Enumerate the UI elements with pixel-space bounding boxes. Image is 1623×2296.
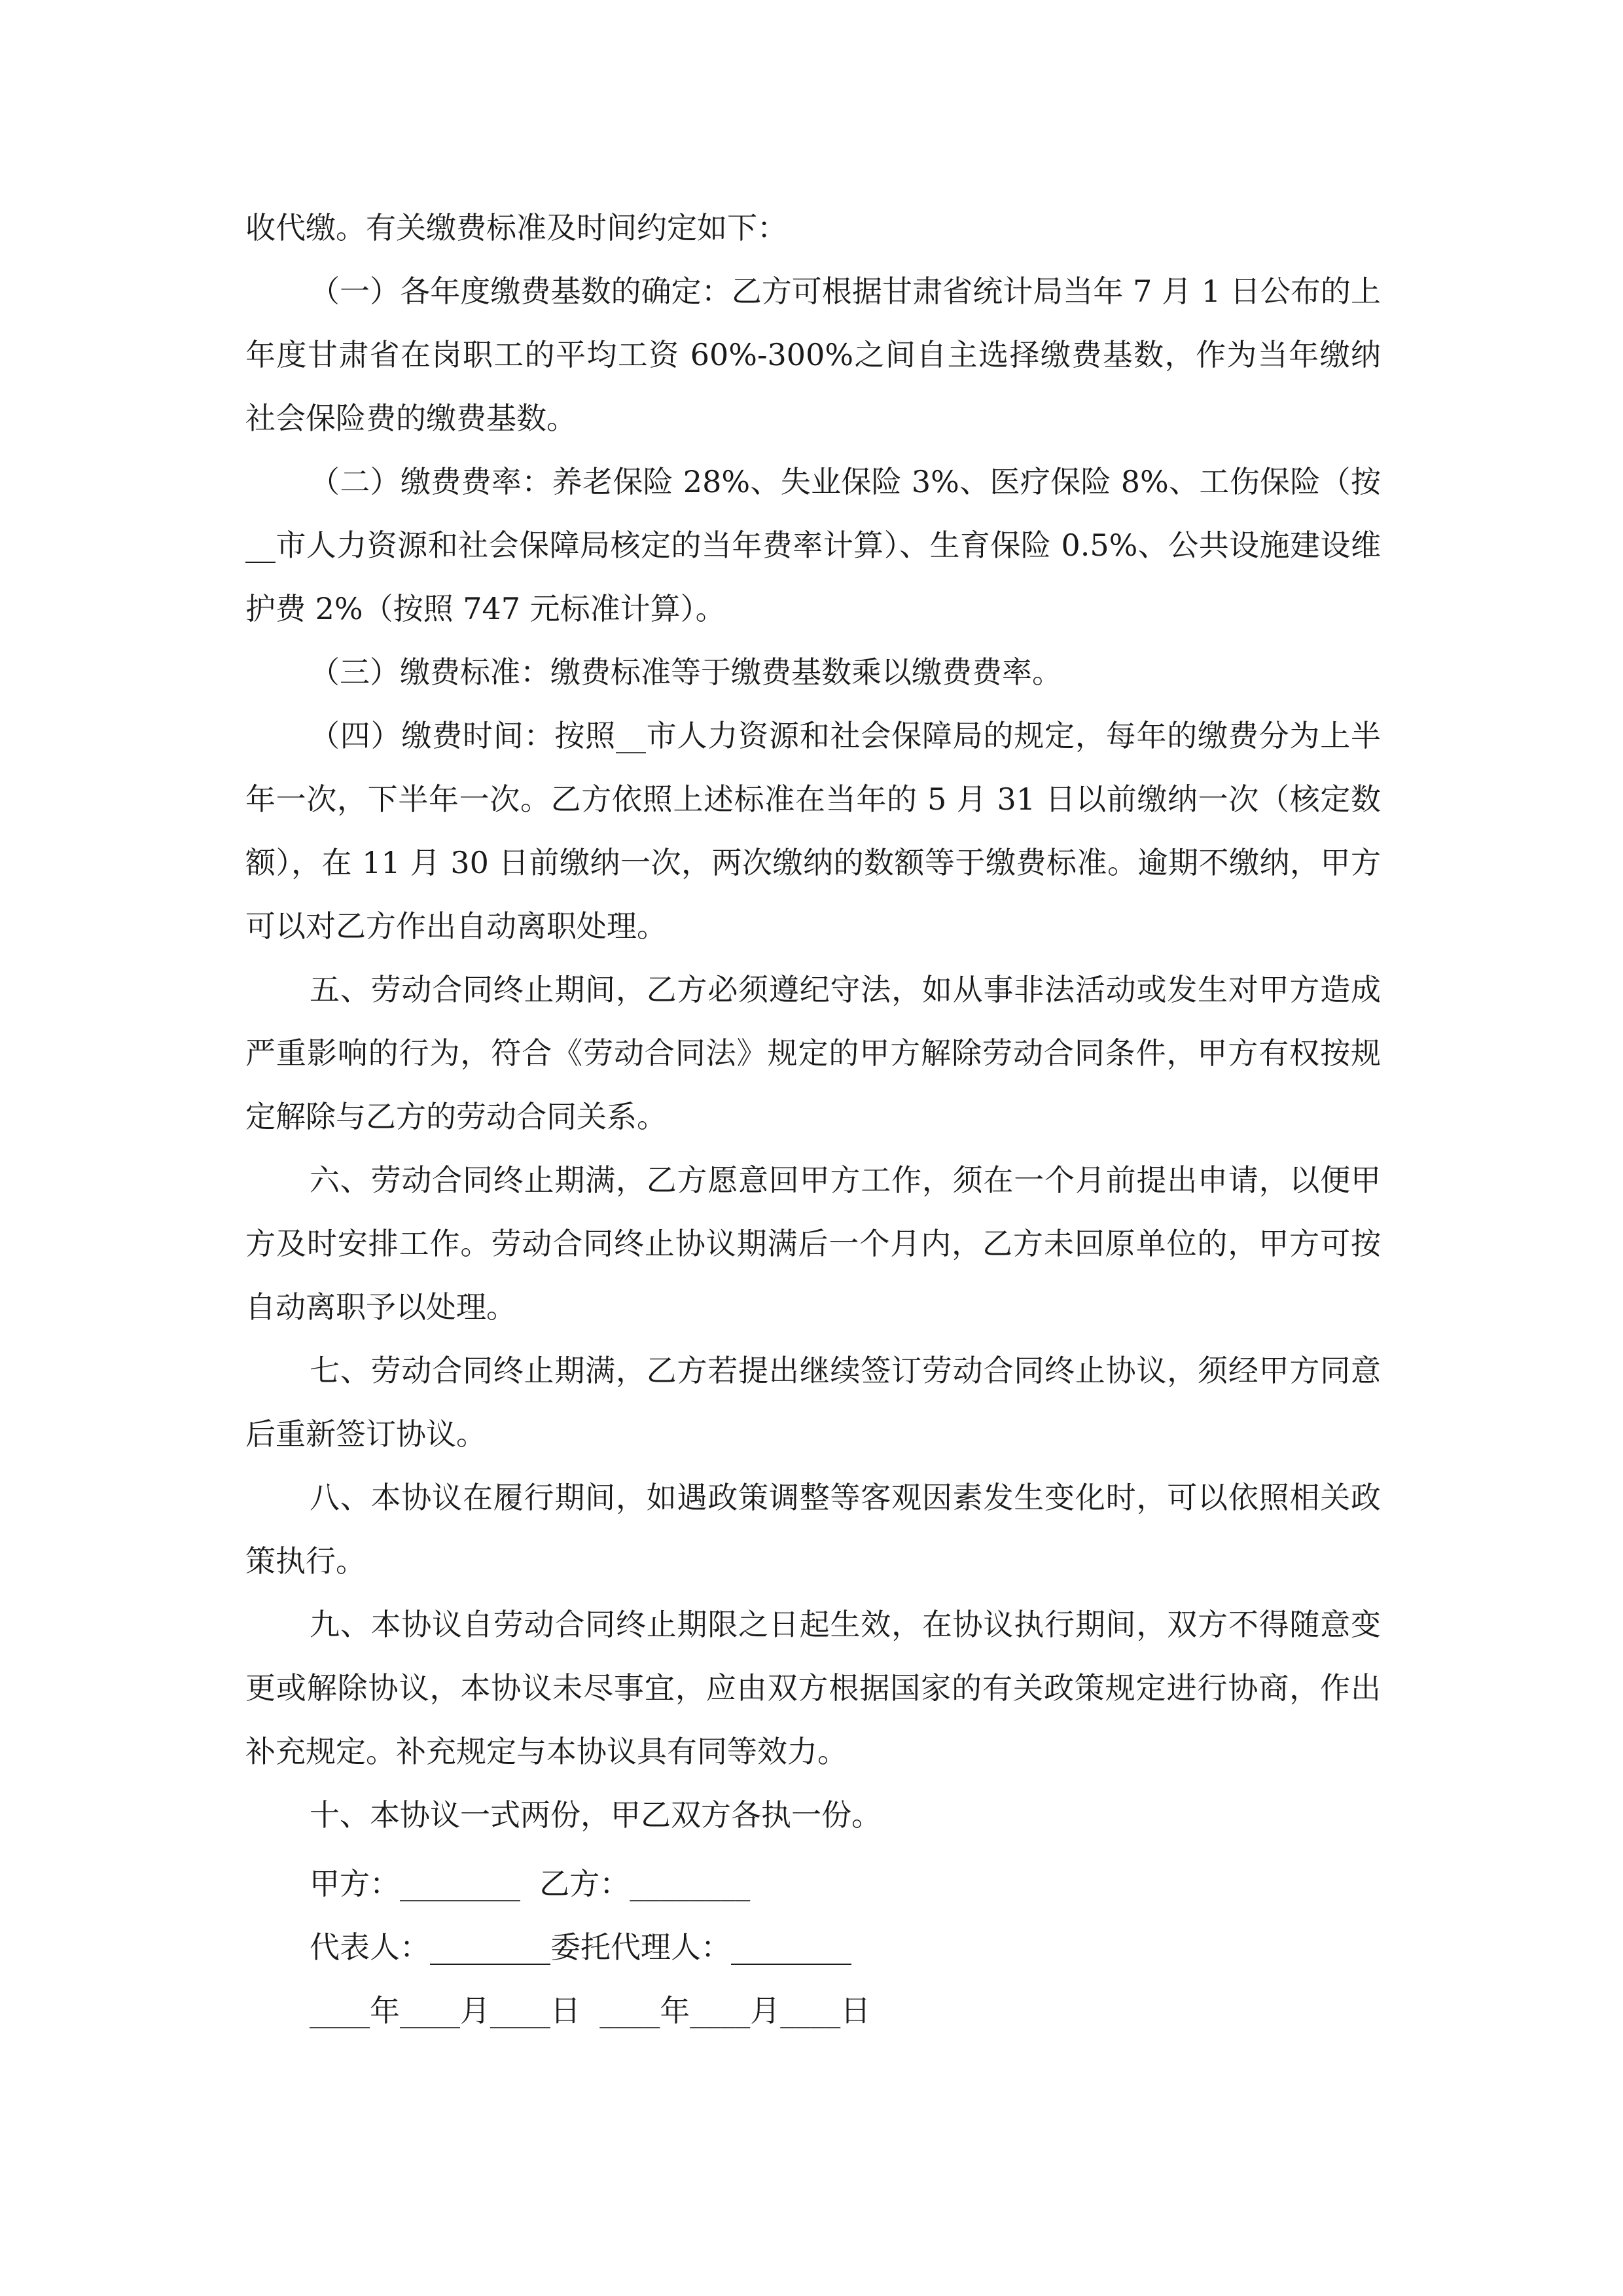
document-body xyxy=(245,196,1381,1847)
paragraph-article-6: 六、劳动合同终止期满，乙方愿意回甲方工作，须在一个月前提出申请，以便甲方及时安排工作。劳动合同终止协议期满后一个月内，乙方未回原单位的，甲方可按自动离职予以处理。 xyxy=(245,1162,1381,1325)
paragraph-clause-2: （二）缴费费率：养老保险 28%、失业保险 3%、医疗保险 8%、工伤保险（按__市人力资源和社会保障局核定的当年费率计算）、生育保险 0.5%、公共设施建设维护费 2%（按照 747 元标准计算）。 xyxy=(245,464,1381,626)
paragraph-article-9: 九、本协议自劳动合同终止期限之日起生效，在协议执行期间，双方不得随意变更或解除协议，本协议未尽事宜，应由双方根据国家的有关政策规定进行协商，作出补充规定。补充规定与本协议具有同等效力。 xyxy=(245,1607,1381,1769)
paragraph-clause-4: （四）缴费时间：按照__市人力资源和社会保障局的规定，每年的缴费分为上半年一次，下半年一次。乙方依照上述标准在当年的 5 月 31 日以前缴纳一次（核定数额），在 11 月 30 日前缴纳一次，两次缴纳的数额等于缴费标准。逾期不缴纳，甲方可以对乙方作出自动离职处理。 xyxy=(245,718,1381,944)
signature-block xyxy=(310,1852,1357,2043)
representative-signature-line: 代表人：________委托代理人：________ xyxy=(310,1929,851,1965)
paragraph-clause-1: （一）各年度缴费基数的确定：乙方可根据甘肃省统计局当年 7 月 1 日公布的上年度甘肃省在岗职工的平均工资 60%-300%之间自主选择缴费基数，作为当年缴纳社会保险费的缴费基数。 xyxy=(245,274,1381,436)
paragraph-article-7: 七、劳动合同终止期满，乙方若提出继续签订劳动合同终止协议，须经甲方同意后重新签订协议。 xyxy=(245,1353,1381,1452)
paragraph-article-10: 十、本协议一式两份，甲乙双方各执一份。 xyxy=(310,1797,882,1833)
party-signature-line: 甲方：________ 乙方：________ xyxy=(310,1866,751,1901)
date-line: ____年____月____日 ____年____月____日 xyxy=(310,1993,871,2028)
paragraph-article-5: 五、劳动合同终止期间，乙方必须遵纪守法，如从事非法活动或发生对甲方造成严重影响的行为，符合《劳动合同法》规定的甲方解除劳动合同条件，甲方有权按规定解除与乙方的劳动合同关系。 xyxy=(245,972,1381,1134)
paragraph-article-8: 八、本协议在履行期间，如遇政策调整等客观因素发生变化时，可以依照相关政策执行。 xyxy=(245,1480,1381,1579)
paragraph-continuation: 收代缴。有关缴费标准及时间约定如下： xyxy=(245,210,787,245)
paragraph-clause-3: （三）缴费标准：缴费标准等于缴费基数乘以缴费费率。 xyxy=(310,655,1062,690)
